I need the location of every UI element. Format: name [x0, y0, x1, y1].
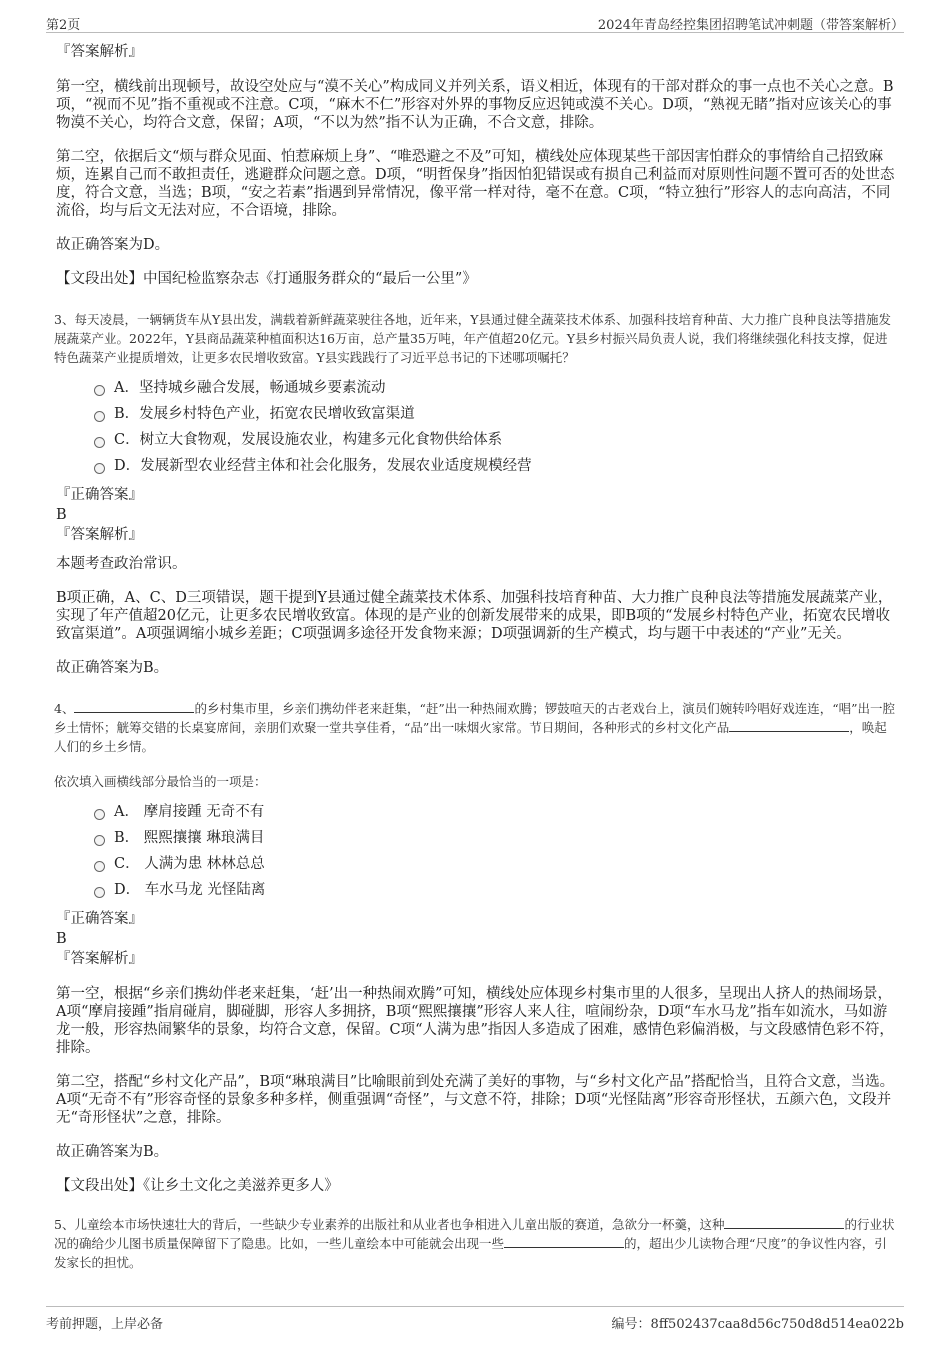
- fill-blank: [724, 1215, 844, 1229]
- page-content: [56, 42, 898, 1272]
- q4-option-d[interactable]: D． 车水马龙 光怪陆离: [94, 879, 898, 905]
- q4-options: [94, 801, 898, 905]
- fill-blank: [74, 699, 194, 713]
- q2-conclusion: 故正确答案为D。: [56, 237, 170, 253]
- q2-source: 【文段出处】中国纪检监察杂志《打通服务群众的“最后一公里”》: [56, 271, 477, 287]
- q4-source: 【文段出处】《让乡土文化之美滋养更多人》: [56, 1178, 339, 1194]
- q4-option-b[interactable]: B． 熙熙攘攘 琳琅满目: [94, 827, 898, 853]
- radio-icon[interactable]: [94, 437, 105, 448]
- radio-icon[interactable]: [94, 887, 105, 898]
- fill-blank: [504, 1234, 624, 1248]
- radio-icon[interactable]: [94, 385, 105, 396]
- q3-answer: B: [56, 507, 67, 523]
- q2-analysis-para2: 第二空，依据后文“烦与群众见面、怕惹麻烦上身”、“唯恐避之不及”可知，横线处应体现某些干部因害怕群众的事情给自己招致麻烦，连累自己而不敢担责任，逃避群众问题之意。D项，“明哲保身”指因怕犯错误或有损自己利益而对原则性问题不置可否的处世态度，符合文意，当选；B项，“安之若素”指遇到异常情况，像平常一样对待，毫不在意。C项，“特立独行”形容人的志向高洁，不同流俗，均与后文无法对应，不合语境，排除。: [56, 149, 895, 219]
- q4-conclusion: 故正确答案为B。: [56, 1144, 169, 1160]
- analysis-label: 『答案解析』: [56, 44, 143, 60]
- answer-label: 『正确答案』: [56, 911, 143, 927]
- radio-icon[interactable]: [94, 809, 105, 820]
- q3-question: 3、每天凌晨，一辆辆货车从Y县出发，满载着新鲜蔬菜驶往各地，近年来，Y县通过健全蔬菜技术体系、加强科技培育种苗、大力推广良种良法等措施发展蔬菜产业。2022年，Y县商品蔬菜种植面积达16万亩，总产量35万吨，年产值超20亿元。Y县乡村振兴局负责人说，我们将继续强化科技支撑，促进特色蔬菜产业提质增效，让更多农民增收致富。Y县实践践行了习近平总书记的下述哪项嘱托？: [54, 312, 891, 365]
- analysis-label: 『答案解析』: [56, 527, 143, 543]
- q4-analysis-para1: 第一空，根据“乡亲们携幼伴老来赶集，‘赶’出一种热闹欢腾”可知，横线处应体现乡村集市里的人很多，呈现出人挤人的热闹场景，A项“摩肩接踵”指肩碰肩，脚碰脚，形容人多拥挤，B项“熙熙攘攘”形容人来人往，喧闹纷杂，D项“车水马龙”指车如流水，马如游龙一般，形容热闹繁华的景象，均符合文意，保留。C项“人满为患”指因人多造成了困难，感情色彩偏消极，与文段感情色彩不符，排除。: [56, 986, 894, 1056]
- page-number: 第2页: [46, 18, 81, 33]
- radio-icon[interactable]: [94, 835, 105, 846]
- q3-option-c[interactable]: C．树立大食物观，发展设施农业，构建多元化食物供给体系: [94, 429, 898, 455]
- q3-analysis-para1: B项正确，A、C、D三项错误，题干提到Y县通过健全蔬菜技术体系、加强科技培育种苗、大力推广良种良法等措施发展蔬菜产业，实现了年产值超20亿元，让更多农民增收致富。体现的是产业的创新发展带来的成果，即B项的“发展乡村特色产业，拓宽农民增收致富渠道”。A项强调缩小城乡差距；C项强调多途径开发食物来源；D项强调新的生产模式，均与题干中表述的“产业”无关。: [56, 590, 893, 642]
- q5-question: 5、儿童绘本市场快速壮大的背后，一些缺少专业素养的出版社和从业者也争相进入儿童出版的赛道，急欲分一杯羹，这种 的行业状况的确给少儿图书质量保障留下了隐患。比如，一些儿童绘本中可能就会出现一些 的，超出少儿读物合理“尺度”的争议性内容，引发家长的担忧。: [54, 1217, 895, 1270]
- q4-answer: B: [56, 931, 67, 947]
- q4-analysis-para2: 第二空，搭配“乡村文化产品”，B项“琳琅满目”比喻眼前到处充满了美好的事物，与“乡村文化产品”搭配恰当，且符合文意，当选。A项“无奇不有”形容奇怪的景象多种多样，侧重强调“奇怪”，与文意不符，排除；D项“光怪陆离”形容奇形怪状，五颜六色，文段并无“奇形怪状”之意，排除。: [56, 1074, 895, 1126]
- q4-instruction: 依次填入画横线部分最恰当的一项是：: [54, 774, 267, 789]
- q3-conclusion: 故正确答案为B。: [56, 660, 169, 676]
- q3-option-b[interactable]: B．发展乡村特色产业，拓宽农民增收致富渠道: [94, 403, 898, 429]
- document-title: 2024年青岛经控集团招聘笔试冲刺题（带答案解析）: [597, 18, 904, 33]
- q4-question: 4、 的乡村集市里，乡亲们携幼伴老来赶集，“赶”出一种热闹欢腾；锣鼓喧天的古老戏台上，演员们婉转吟唱好戏连连，“唱”出一腔乡土情怀；觥筹交错的长桌宴席间，亲朋们欢聚一堂共享佳肴，“品”出一味烟火家常。节日期间，各种形式的乡村文化产品 ，唤起人们的乡土乡情。: [54, 701, 896, 754]
- q4-option-a[interactable]: A． 摩肩接踵 无奇不有: [94, 801, 898, 827]
- radio-icon[interactable]: [94, 463, 105, 474]
- q3-option-a[interactable]: A．坚持城乡融合发展，畅通城乡要素流动: [94, 377, 898, 403]
- footer-slogan: 考前押题，上岸必备: [46, 1317, 164, 1332]
- page-footer: [46, 1306, 904, 1331]
- page-header: [46, 10, 904, 33]
- q3-intro: 本题考查政治常识。: [56, 556, 187, 572]
- q2-analysis-para1: 第一空，横线前出现顿号，故设空处应与“漠不关心”构成同义并列关系，语义相近，体现有的干部对群众的事一点也不关心之意。B项，“视而不见”指不重视或不注意。C项，“麻木不仁”形容对外界的事物反应迟钝或漠不关心。D项，“熟视无睹”指对应该关心的事物漠不关心，均符合文意，保留；A项，“不以为然”指不认为正确，不合文意，排除。: [56, 79, 894, 131]
- document-id: 编号：8ff502437caa8d56c750d8d514ea022b: [611, 1317, 904, 1332]
- answer-label: 『正确答案』: [56, 487, 143, 503]
- radio-icon[interactable]: [94, 861, 105, 872]
- fill-blank: [729, 718, 849, 732]
- q3-options: [94, 377, 898, 481]
- analysis-label: 『答案解析』: [56, 951, 143, 967]
- q4-option-c[interactable]: C． 人满为患 林林总总: [94, 853, 898, 879]
- q3-option-d[interactable]: D．发展新型农业经营主体和社会化服务，发展农业适度规模经营: [94, 455, 898, 481]
- radio-icon[interactable]: [94, 411, 105, 422]
